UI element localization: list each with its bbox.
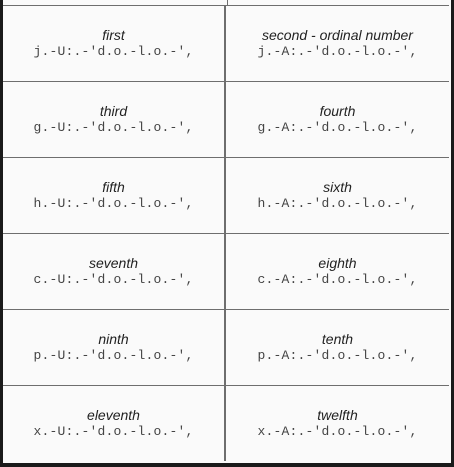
card-meaning: fourth	[319, 103, 356, 119]
card-code: x.-U:.-'d.o.-l.o.-',	[33, 424, 194, 439]
card-code: c.-U:.-'d.o.-l.o.-',	[33, 272, 194, 287]
card-tenth[interactable]	[225, 309, 449, 385]
card-meaning: eleventh	[87, 407, 140, 423]
card-meaning: ninth	[98, 331, 129, 347]
card-fourth[interactable]	[225, 81, 449, 157]
card-meaning: second - ordinal number	[262, 27, 413, 43]
card-code: g.-A:.-'d.o.-l.o.-',	[257, 120, 418, 135]
card-code: c.-A:.-'d.o.-l.o.-',	[257, 272, 418, 287]
card-third[interactable]	[3, 81, 225, 157]
card-meaning: twelfth	[317, 407, 358, 423]
card-code: h.-U:.-'d.o.-l.o.-',	[33, 196, 194, 211]
card-meaning: sixth	[323, 179, 352, 195]
card-meaning: eighth	[318, 255, 357, 271]
card-code: j.-U:.-'d.o.-l.o.-',	[33, 44, 194, 59]
card-eleventh[interactable]	[3, 385, 225, 461]
card-code: p.-A:.-'d.o.-l.o.-',	[257, 348, 418, 363]
card-code: x.-A:.-'d.o.-l.o.-',	[257, 424, 418, 439]
card-first[interactable]	[3, 5, 225, 81]
card-meaning: first	[102, 27, 125, 43]
card-ninth[interactable]	[3, 309, 225, 385]
card-second[interactable]	[225, 5, 449, 81]
card-meaning: third	[99, 103, 128, 119]
card-seventh[interactable]	[3, 233, 225, 309]
card-meaning: fifth	[102, 179, 125, 195]
card-code: g.-U:.-'d.o.-l.o.-',	[33, 120, 194, 135]
ordinal-card-grid	[3, 5, 451, 461]
card-meaning: tenth	[321, 331, 354, 347]
card-twelfth[interactable]	[225, 385, 449, 461]
card-meaning: seventh	[88, 255, 139, 271]
card-code: h.-A:.-'d.o.-l.o.-',	[257, 196, 418, 211]
card-code: j.-A:.-'d.o.-l.o.-',	[257, 44, 418, 59]
card-sixth[interactable]	[225, 157, 449, 233]
card-fifth[interactable]	[3, 157, 225, 233]
card-eighth[interactable]	[225, 233, 449, 309]
card-code: p.-U:.-'d.o.-l.o.-',	[33, 348, 194, 363]
